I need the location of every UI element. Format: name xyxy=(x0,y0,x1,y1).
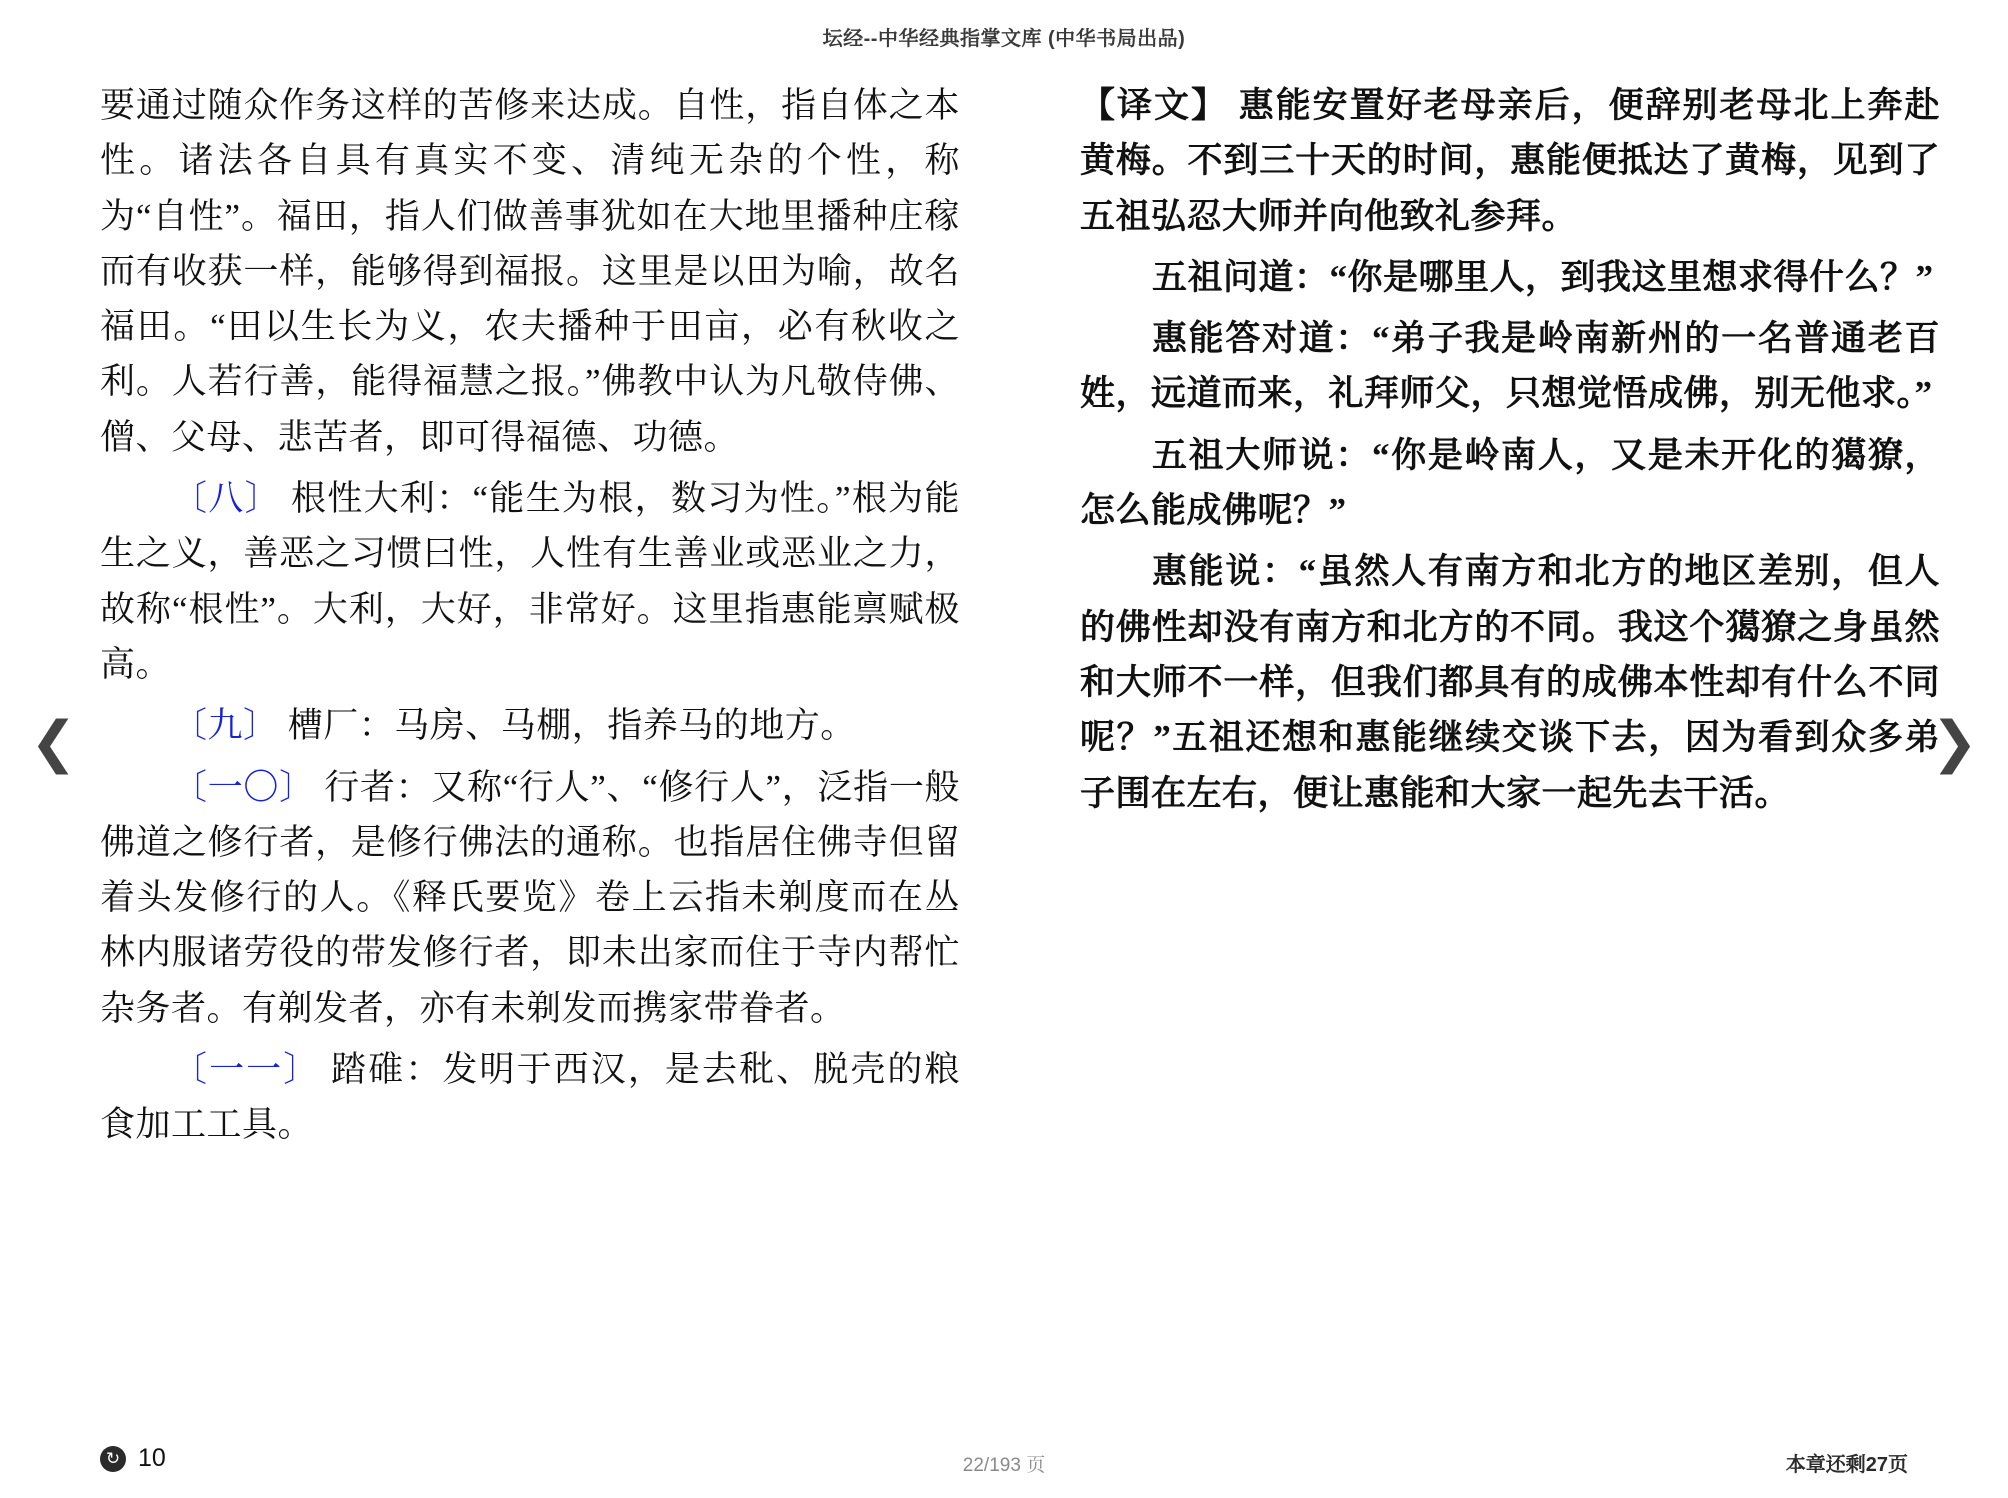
paragraph-text: 行者：又称“行人”、“修行人”，泛指一般佛道之修行者，是修行佛法的通称。也指居住佛寺但留着头发修行的人。《释氏要览》卷上云指未剃度而在丛林内服诸劳役的带发修行者，即未出家而住于寺内帮忙杂务者。有剃发者，亦有未剃发而携家带眷者。 xyxy=(100,767,961,1028)
paragraph-text: 惠能答对道：“弟子我是岭南新州的一名普通老百姓，远道而来，礼拜师父，只想觉悟成佛，别无他求。” xyxy=(1080,319,1940,414)
page-columns xyxy=(0,78,2008,1408)
paragraph xyxy=(1080,78,1940,244)
paragraph-text: 五祖问道：“你是哪里人，到我这里想求得什么？” xyxy=(1152,257,1934,297)
paragraph xyxy=(100,471,960,692)
chevron-left-icon: ❮ xyxy=(30,710,77,775)
paragraph-text: 根性大利：“能生为根，数习为性。”根为能生之义，善恶之习惯曰性，人性有生善业或恶业之力，故称“根性”。大利，大好，非常好。这里指惠能禀赋极高。 xyxy=(100,479,960,684)
note-number: 〔八〕 xyxy=(172,479,281,519)
note-number: 〔一一〕 xyxy=(172,1050,321,1090)
paragraph xyxy=(1080,250,1940,305)
book-title-header xyxy=(0,22,2008,51)
paragraph xyxy=(1080,428,1940,539)
paragraph-text: 槽厂：马房、马棚，指养马的地方。 xyxy=(287,706,856,746)
paragraph-text: 要通过随众作务这样的苦修来达成。自性，指自体之本性。诸法各自具有真实不变、清纯无杂的个性，称为“自性”。福田，指人们做善事犹如在大地里播种庄稼而有收获一样，能够得到福报。这里是以田为喻，故名福田。“田以生长为义，农夫播种于田亩，必有秋收之利。人若行善，能得福慧之报。”佛教中认为凡敬侍佛、僧、父母、悲苦者，即可得福德、功德。 xyxy=(100,86,960,457)
paragraph xyxy=(100,78,960,465)
translation-label: 【译文】 xyxy=(1080,86,1228,125)
left-text-column xyxy=(100,78,960,1388)
note-number: 〔九〕 xyxy=(172,706,279,746)
paragraph xyxy=(1080,311,1940,422)
note-number: 〔一〇〕 xyxy=(172,767,315,807)
paragraph xyxy=(1080,544,1940,820)
book-title: 坛经--中华经典指掌文库 (中华书局出品) xyxy=(822,28,1186,50)
paragraph-text: 惠能安置好老母亲后，便辞别老母北上奔赴黄梅。不到三十天的时间，惠能便抵达了黄梅，见到了五祖弘忍大师并向他致礼参拜。 xyxy=(1080,86,1940,236)
paragraph xyxy=(100,1042,960,1153)
sync-icon: ↻ xyxy=(100,1446,126,1472)
paragraph xyxy=(100,760,960,1036)
paragraph-text: 惠能说：“虽然人有南方和北方的地区差别，但人的佛性却没有南方和北方的不同。我这个獦獠之身虽然和大师不一样，但我们都具有的成佛本性却有什么不同呢？”五祖还想和惠能继续交谈下去，因为看到众多弟子围在左右，便让惠能和大家一起先去干活。 xyxy=(1080,552,1940,813)
reader-page xyxy=(0,78,2008,1408)
page-indicator: 22/193 页 xyxy=(962,1455,1046,1476)
right-text-column xyxy=(1080,78,1940,1388)
chevron-right-icon: ❯ xyxy=(1931,710,1978,775)
paragraph xyxy=(100,698,960,753)
chapter-remaining-label: 本章还剩27页 xyxy=(1785,1454,1908,1476)
paragraph-text: 踏碓：发明于西汉，是去秕、脱壳的粮食加工工具。 xyxy=(100,1050,960,1145)
paragraph-text: 五祖大师说：“你是岭南人，又是未开化的獦獠，怎么能成佛呢？” xyxy=(1080,435,1940,531)
reader-footer xyxy=(0,1440,2008,1480)
bookmark-count: 10 xyxy=(138,1444,166,1472)
